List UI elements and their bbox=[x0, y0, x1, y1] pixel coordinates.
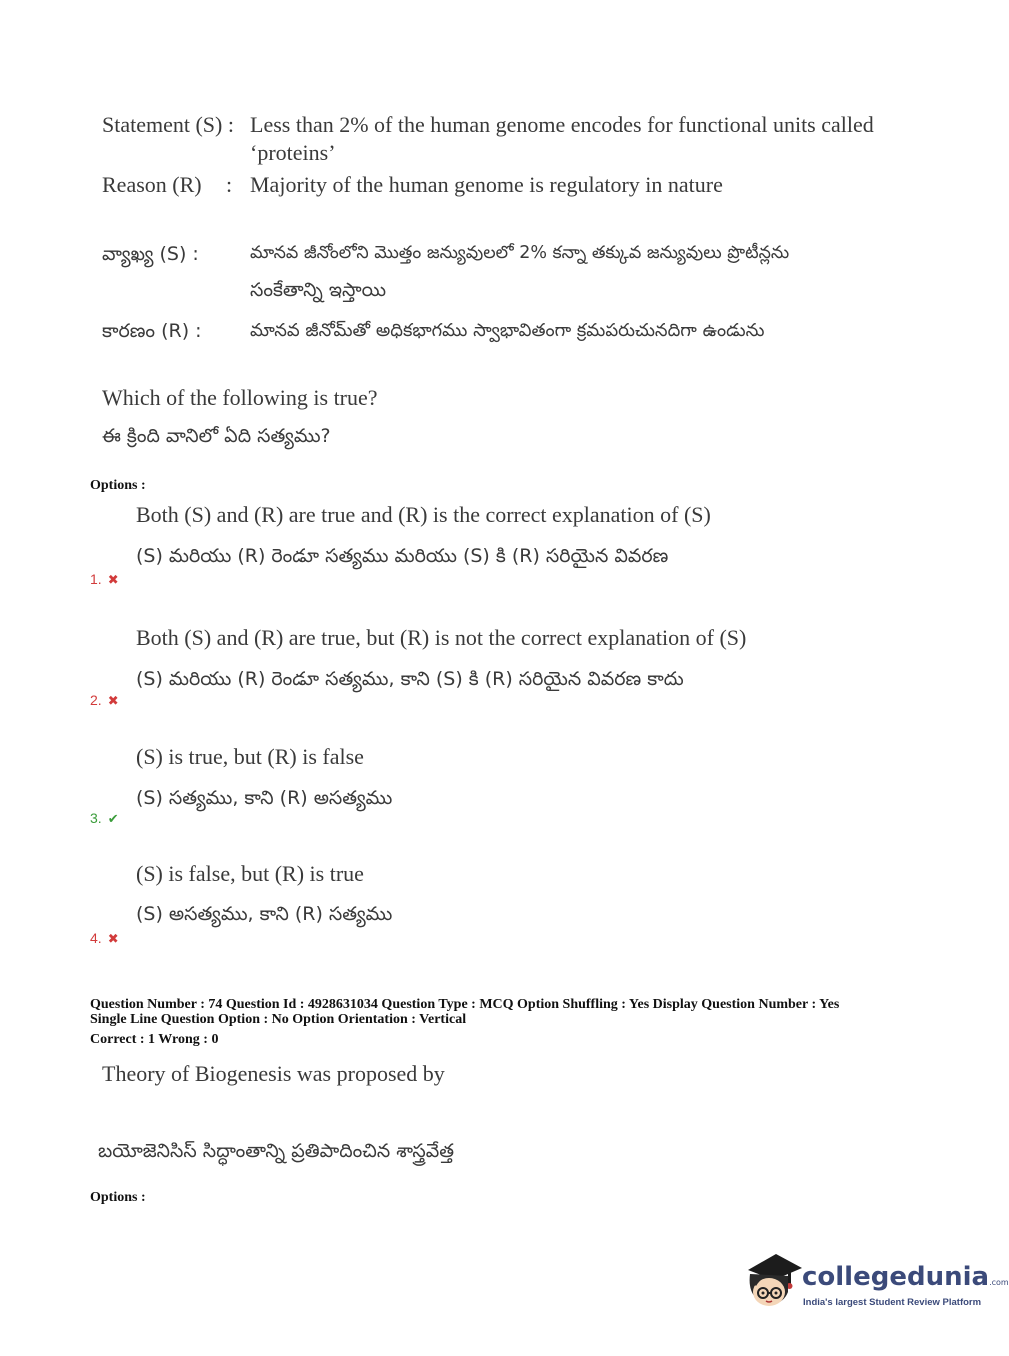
q74-meta-line2: Single Line Question Option : No Option Orientation : Vertical bbox=[90, 1012, 467, 1027]
q74-question-en: Theory of Biogenesis was proposed by bbox=[102, 1061, 445, 1086]
te-statement-label: వ్యాఖ్య (S) : bbox=[102, 243, 199, 265]
option-4-te: (S) అసత్యము, కాని (R) సత్యము bbox=[136, 903, 393, 925]
option-2-te: (S) మరియు (R) రెండూ సత్యము, కాని (S) కి (R) సరియైన వివరణ కాదు bbox=[136, 668, 684, 690]
statement-text-line1: Less than 2% of the human genome encodes for functional units called bbox=[250, 112, 874, 137]
option-3-en: (S) is true, but (R) is false bbox=[136, 744, 364, 769]
cross-icon: ✖ bbox=[107, 931, 119, 946]
statement-label: Statement (S) : bbox=[102, 112, 234, 137]
logo-tagline: India's largest Student Review Platform bbox=[803, 1297, 982, 1308]
question-te: ఈ క్రింది వానిలో ఏది సత్యము? bbox=[102, 425, 331, 447]
reason-label: Reason (R) bbox=[102, 172, 202, 197]
cross-icon: ✖ bbox=[107, 693, 119, 708]
te-statement-line2: సంకేతాన్ని ఇస్తాయి bbox=[250, 279, 387, 301]
question-en: Which of the following is true? bbox=[102, 385, 378, 410]
reason-text: Majority of the human genome is regulatory in nature bbox=[250, 172, 723, 197]
mascot-icon bbox=[742, 1250, 804, 1316]
cross-icon: ✖ bbox=[107, 572, 119, 587]
q74-question-te: బయోజెనిసిస్ సిద్ధాంతాన్ని ప్రతిపాదించిన శాస్త్రవేత్త bbox=[98, 1140, 455, 1162]
option-2-en: Both (S) and (R) are true, but (R) is not the correct explanation of (S) bbox=[136, 625, 747, 650]
te-statement-line1: మానవ జీనోంలోని మొత్తం జన్యువులలో 2% కన్నా తక్కువ జన్యువులు ప్రొటీన్లను bbox=[250, 243, 790, 263]
reason-colon: : bbox=[226, 172, 233, 197]
collegedunia-logo bbox=[742, 1250, 1009, 1316]
logo-name: collegedunia.com bbox=[802, 1262, 1009, 1292]
q74-marks: Correct : 1 Wrong : 0 bbox=[90, 1032, 219, 1047]
option-3-te: (S) సత్యము, కాని (R) అసత్యము bbox=[136, 787, 393, 809]
te-reason-label: కారణం (R) : bbox=[102, 320, 202, 342]
statement-text-line2: ‘proteins’ bbox=[250, 140, 336, 165]
q74-options-label: Options : bbox=[90, 1190, 146, 1205]
check-icon: ✔ bbox=[107, 811, 119, 826]
options-label: Options : bbox=[90, 478, 146, 493]
option-1-en: Both (S) and (R) are true and (R) is the correct explanation of (S) bbox=[136, 502, 711, 527]
option-1-number: 1. ✖ bbox=[90, 571, 119, 587]
option-4-number: 4. ✖ bbox=[90, 930, 119, 946]
option-2-number: 2. ✖ bbox=[90, 692, 119, 708]
option-1-te: (S) మరియు (R) రెండూ సత్యము మరియు (S) కి (R) సరియైన వివరణ bbox=[136, 545, 669, 567]
option-4-en: (S) is false, but (R) is true bbox=[136, 861, 364, 886]
te-reason-text: మానవ జీనోమ్‌తో అధికభాగము స్వాభావితంగా క్రమపరుచునదిగా ఉండును bbox=[250, 320, 765, 341]
q74-meta-line1: Question Number : 74 Question Id : 4928631034 Question Type : MCQ Option Shuffling : Yes Display Question Number : Yes bbox=[90, 997, 840, 1012]
option-3-number: 3. ✔ bbox=[90, 810, 119, 826]
